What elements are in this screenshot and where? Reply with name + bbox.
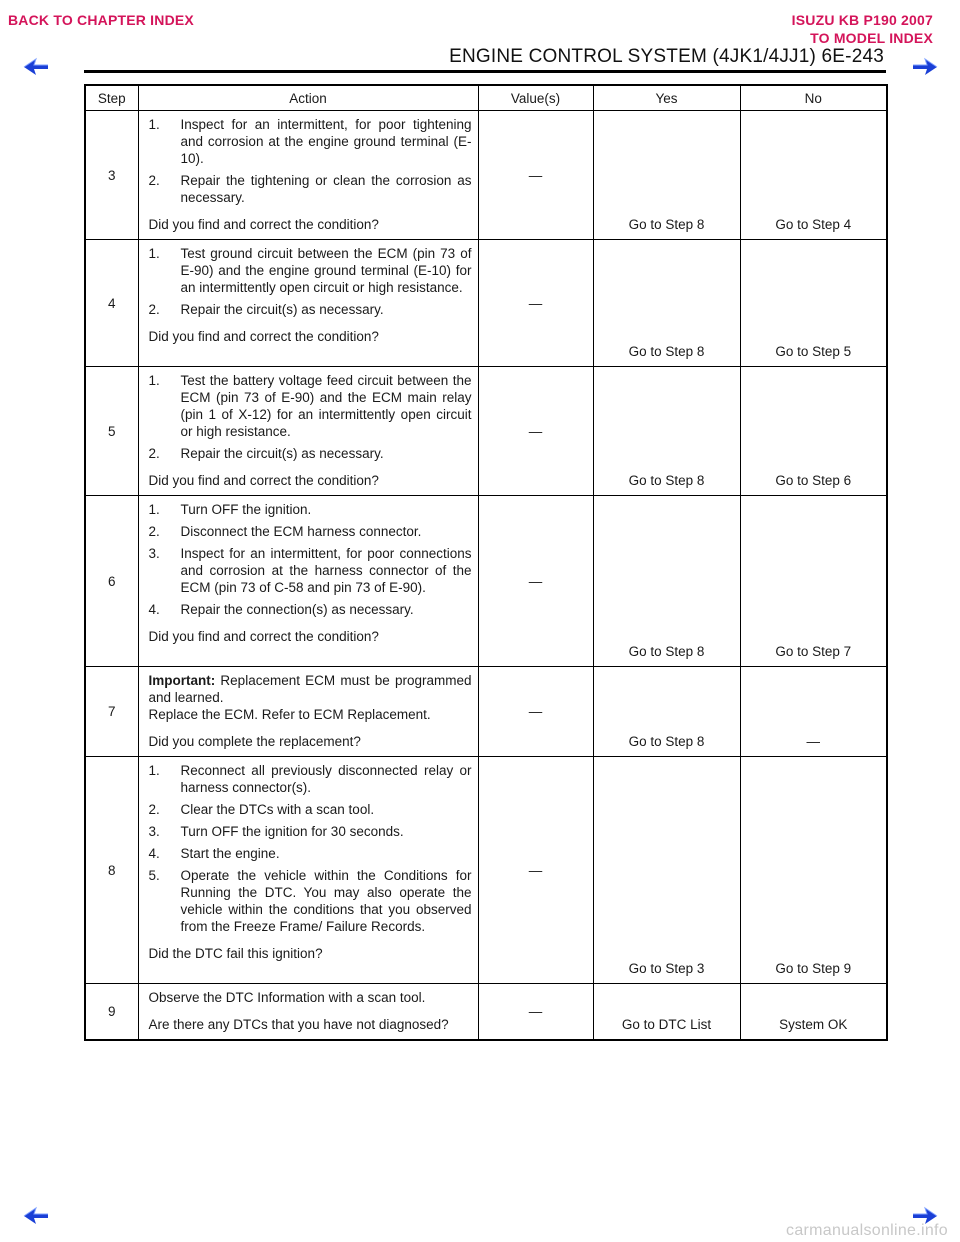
list-item: 3. Inspect for an intermittent, for poor connections and corrosion at the harness connector of the ECM (pin 73 of C-58 and pin 73 of E-90). [148,546,472,595]
action-cell [138,496,478,667]
yes-cell: Go to Step 8 [593,240,740,367]
previous-page-arrow-icon[interactable] [22,57,50,77]
no-cell: System OK [740,984,887,1041]
value-cell: — [478,667,593,757]
table-row [85,984,887,1041]
action-cell [138,984,478,1041]
page-title: ENGINE CONTROL SYSTEM (4JK1/4JJ1) 6E-243 [449,46,884,67]
question-text: Did you find and correct the condition? [148,629,379,644]
action-cell [138,667,478,757]
next-page-arrow-icon[interactable] [911,57,939,77]
step-number: 4 [85,240,138,367]
yes-cell: Go to Step 8 [593,667,740,757]
header-rule [84,70,886,73]
action-cell [138,757,478,984]
list-item: 1. Turn OFF the ignition. [148,502,312,517]
value-cell: — [478,496,593,667]
no-cell: — [740,667,887,757]
value-cell: — [478,111,593,240]
table-row [85,496,887,667]
list-item: 5. Operate the vehicle within the Conditions for Running the DTC. You may also operate the vehicle within the conditions that you observed from the Freeze Frame/ Failure Records. [148,868,472,934]
yes-cell: Go to Step 8 [593,367,740,496]
to-model-index-link[interactable]: TO MODEL INDEX [810,30,933,46]
table-row [85,667,887,757]
list-item: 4. Start the engine. [148,846,280,861]
table-row [85,240,887,367]
question-text: Are there any DTCs that you have not diagnosed? [148,1017,449,1032]
list-item: 2. Repair the circuit(s) as necessary. [148,302,384,317]
instruction-text: Replace the ECM. Refer to ECM Replacement. [148,707,431,722]
header-values: Value(s) [478,85,593,111]
action-cell [138,111,478,240]
list-item: 2. Disconnect the ECM harness connector. [148,524,422,539]
previous-page-arrow-icon[interactable] [22,1206,50,1226]
action-cell [138,240,478,367]
list-item: 1. Test the battery voltage feed circuit between the ECM (pin 73 of E-90) and the ECM main relay (pin 1 of X-12) for an intermittently open circuit or high resistance. [148,373,472,439]
list-item: 1. Test ground circuit between the ECM (pin 73 of E-90) and the engine ground terminal (E-10) for an intermittently open circuit or high resistance. [148,246,472,295]
yes-cell: Go to Step 3 [593,757,740,984]
question-text: Did you complete the replacement? [148,734,361,749]
no-cell: Go to Step 9 [740,757,887,984]
list-item: 2. Repair the tightening or clean the corrosion as necessary. [148,173,472,205]
value-cell: — [478,367,593,496]
value-cell: — [478,757,593,984]
yes-cell: Go to DTC List [593,984,740,1041]
table-row [85,757,887,984]
list-item: 1. Inspect for an intermittent, for poor tightening and corrosion at the engine ground terminal (E-10). [148,117,472,166]
table-header-row [85,85,887,111]
step-number: 5 [85,367,138,496]
list-item: 3. Turn OFF the ignition for 30 seconds. [148,824,404,839]
yes-cell: Go to Step 8 [593,496,740,667]
list-item: 1. Reconnect all previously disconnected relay or harness connector(s). [148,763,472,795]
header-no: No [740,85,887,111]
step-number: 3 [85,111,138,240]
header-yes: Yes [593,85,740,111]
question-text: Did you find and correct the condition? [148,473,379,488]
table-row [85,111,887,240]
brand-label: ISUZU KB P190 2007 [791,12,933,28]
no-cell: Go to Step 4 [740,111,887,240]
question-text: Did the DTC fail this ignition? [148,946,323,961]
table-row [85,367,887,496]
step-number: 7 [85,667,138,757]
header-step: Step [85,85,138,111]
question-text: Did you find and correct the condition? [148,217,379,232]
list-item: 2. Clear the DTCs with a scan tool. [148,802,375,817]
value-cell: — [478,240,593,367]
watermark: carmanualsonline.info [786,1222,948,1239]
instruction-text: Observe the DTC Information with a scan tool. [148,990,426,1005]
no-cell: Go to Step 6 [740,367,887,496]
back-to-chapter-index-link[interactable]: BACK TO CHAPTER INDEX [8,12,194,28]
value-cell: — [478,984,593,1041]
header-action: Action [138,85,478,111]
important-note: Important: Replacement ECM must be programmed and learned. [148,673,472,705]
step-number: 6 [85,496,138,667]
yes-cell: Go to Step 8 [593,111,740,240]
question-text: Did you find and correct the condition? [148,329,379,344]
step-number: 9 [85,984,138,1041]
list-item: 2. Repair the circuit(s) as necessary. [148,446,384,461]
no-cell: Go to Step 7 [740,496,887,667]
action-cell [138,367,478,496]
diagnostic-steps-table [84,84,888,1041]
no-cell: Go to Step 5 [740,240,887,367]
step-number: 8 [85,757,138,984]
list-item: 4. Repair the connection(s) as necessary. [148,602,414,617]
